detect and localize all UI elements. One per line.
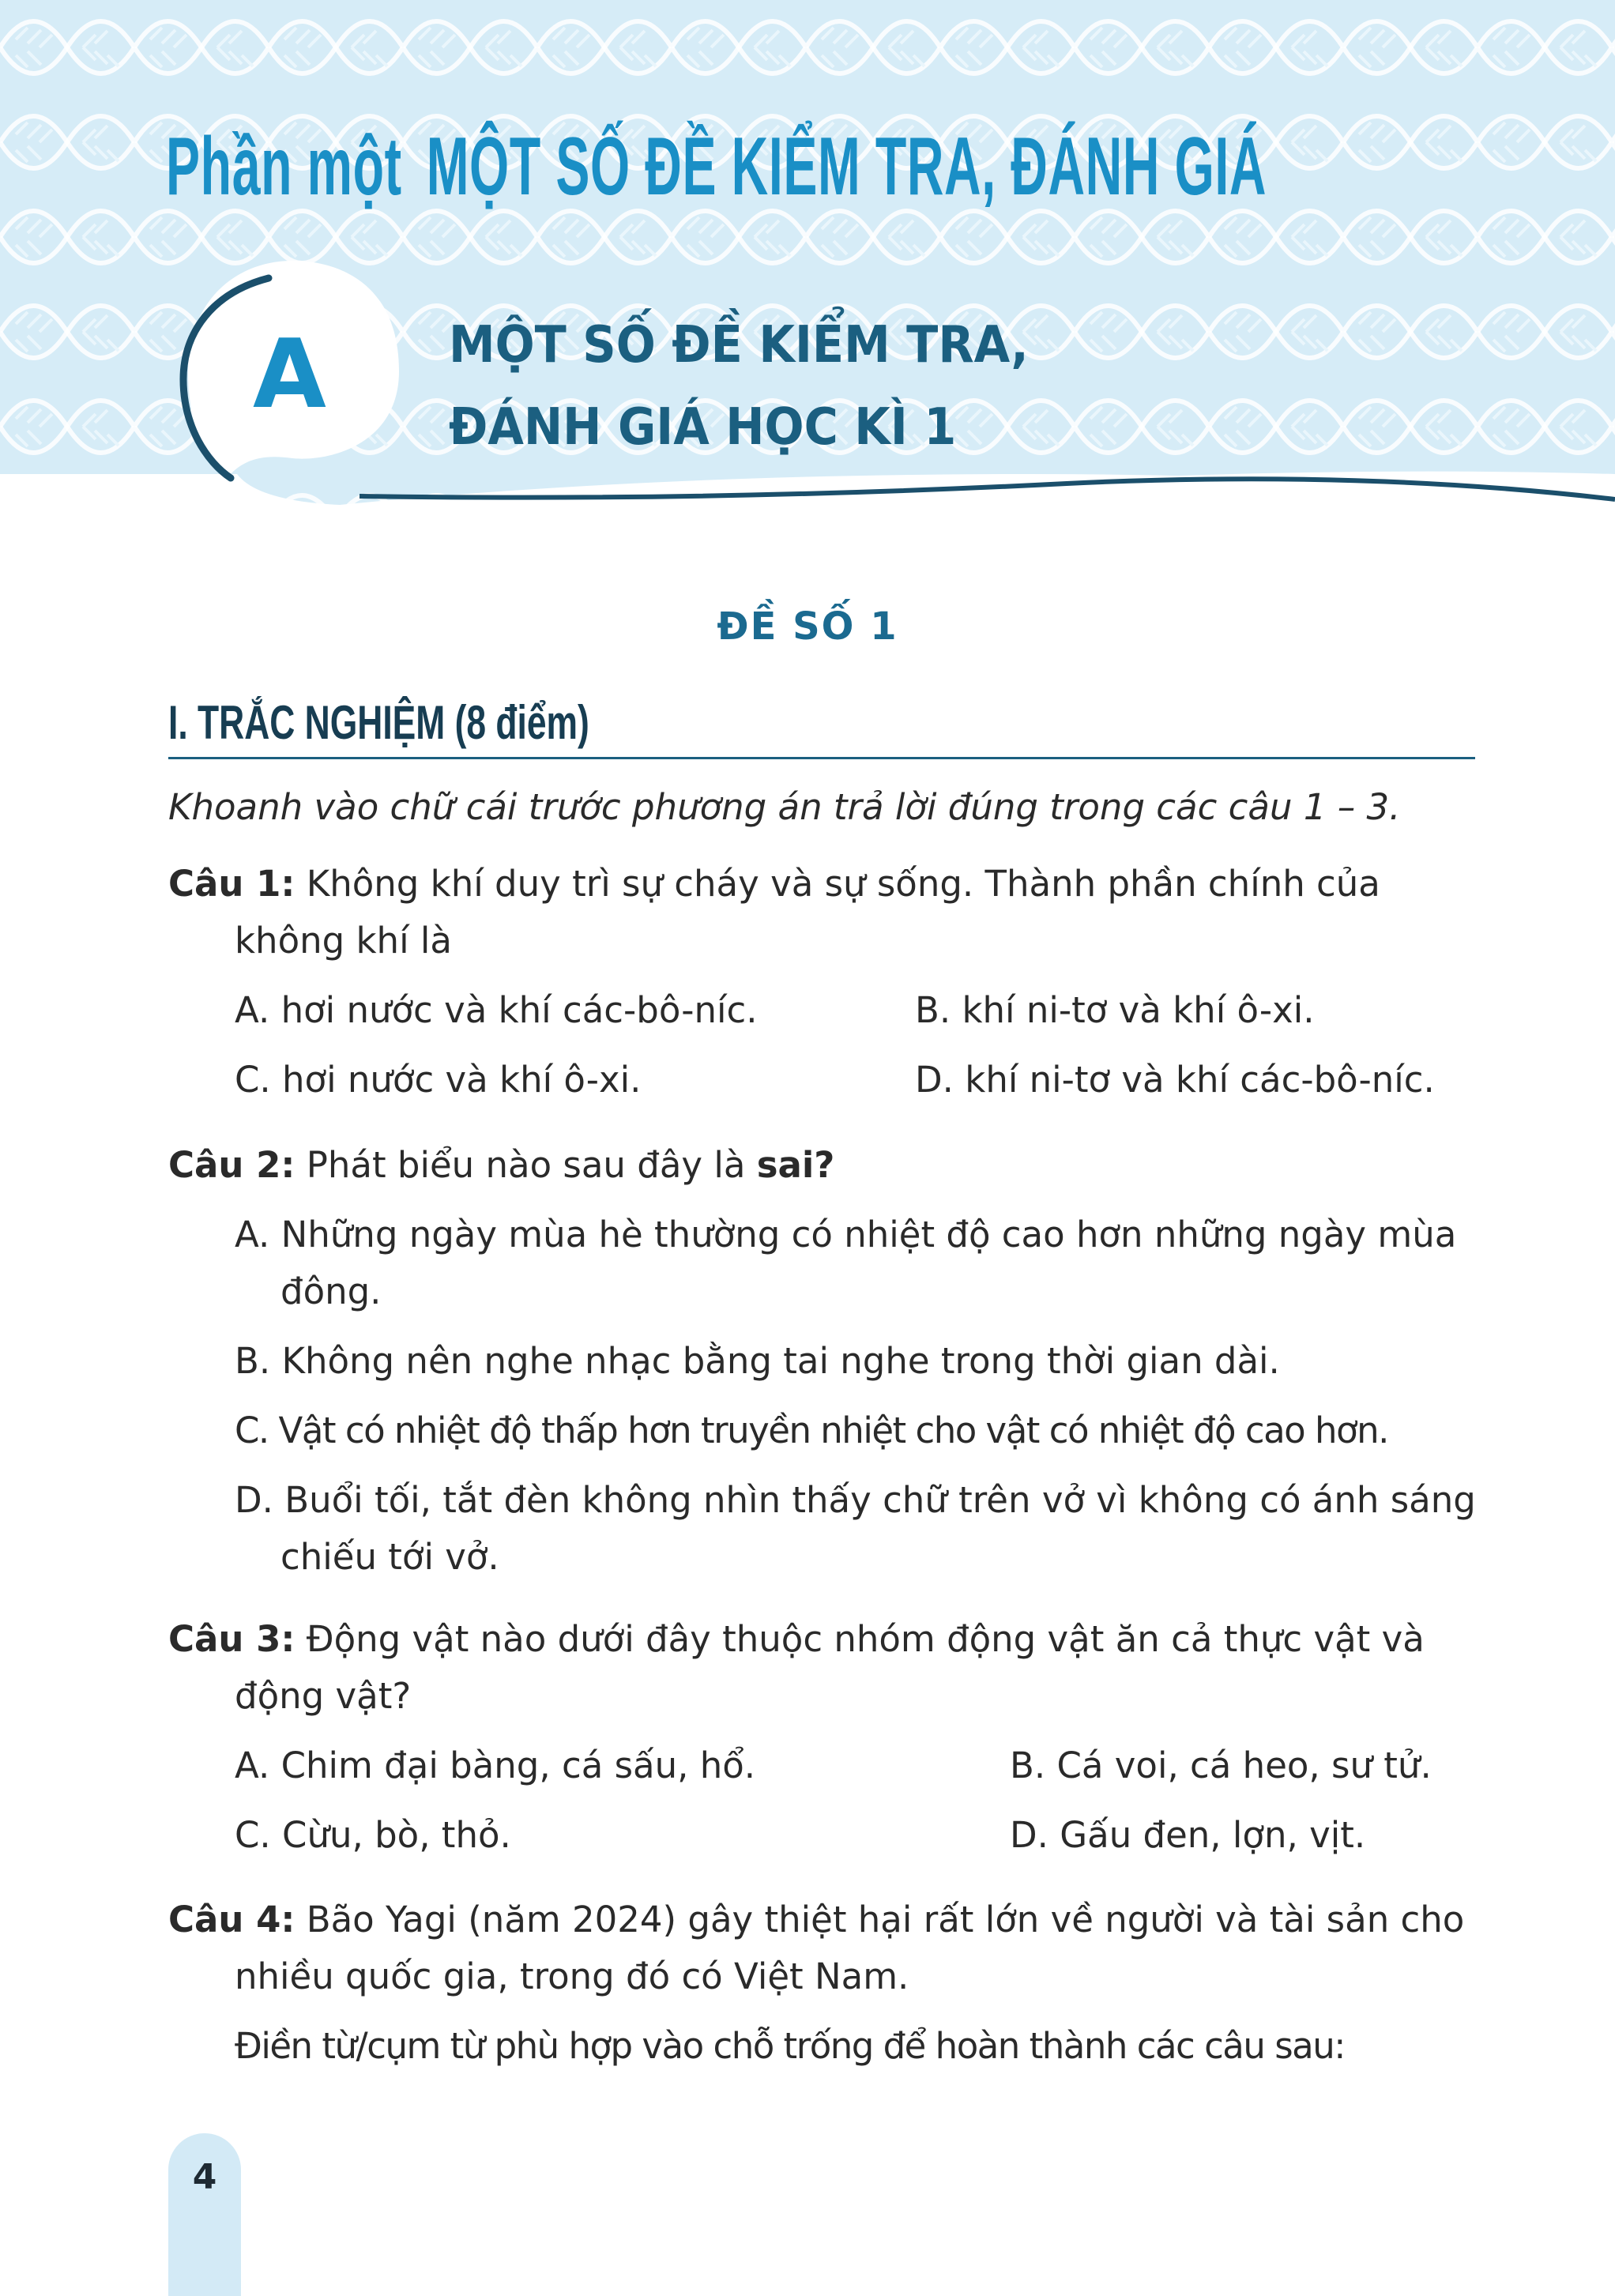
options xyxy=(168,1206,1476,1586)
part-title xyxy=(166,120,1267,214)
option-a[interactable]: A. Những ngày mùa hè thường có nhiệt độ cao hơn những ngày mùa đông. xyxy=(235,1214,1457,1312)
question-2 xyxy=(168,1137,1476,1598)
section-title-line2: ĐÁNH GIÁ HỌC KÌ 1 xyxy=(449,398,957,457)
question-stem xyxy=(168,1891,1476,2005)
question-label: Câu 4: xyxy=(168,1899,296,1940)
question-4 xyxy=(168,1891,1476,2075)
option-c[interactable]: C. Cừu, bò, thỏ. xyxy=(235,1814,511,1856)
options xyxy=(168,982,1476,1121)
section-title-line1: MỘT SỐ ĐỀ KIỂM TRA, xyxy=(449,316,1029,375)
question-label: Câu 1: xyxy=(168,863,296,905)
question-subtext: Điền từ/cụm từ phù hợp vào chỗ trống để hoàn thành các câu sau: xyxy=(235,2025,1345,2067)
option-d[interactable]: D. Buổi tối, tắt đèn không nhìn thấy chữ trên vở vì không có ánh sáng chiếu tới vở. xyxy=(235,1479,1476,1578)
option-c[interactable]: C. Vật có nhiệt độ thấp hơn truyền nhiệt cho vật có nhiệt độ cao hơn. xyxy=(235,1410,1388,1451)
exam-title: ĐỀ SỐ 1 xyxy=(717,604,898,649)
question-text: Động vật nào dưới đây thuộc nhóm động vật ăn cả thực vật và động vật? xyxy=(235,1618,1425,1717)
option-d[interactable]: D. Gấu đen, lợn, vịt. xyxy=(1010,1814,1366,1856)
question-stem xyxy=(168,1137,1476,1194)
options xyxy=(168,1737,1476,1876)
page-number: 4 xyxy=(192,2157,217,2197)
part-label: Phần một xyxy=(166,121,402,213)
section-divider xyxy=(168,757,1475,759)
question-text: Phát biểu nào sau đây là xyxy=(306,1144,746,1186)
section-title xyxy=(449,304,1029,469)
option-a[interactable]: A. Chim đại bàng, cá sấu, hổ. xyxy=(235,1745,756,1786)
question-label: Câu 3: xyxy=(168,1618,296,1660)
option-b[interactable]: B. Không nên nghe nhạc bằng tai nghe trong thời gian dài. xyxy=(235,1340,1280,1382)
option-c[interactable]: C. hơi nước và khí ô-xi. xyxy=(235,1059,642,1101)
option-b[interactable]: B. Cá voi, cá heo, sư tử. xyxy=(1010,1745,1432,1786)
section-heading: I. TRẮC NGHIỆM (8 điểm) xyxy=(168,696,589,749)
question-1 xyxy=(168,856,1476,1121)
option-a[interactable]: A. hơi nước và khí các-bô-níc. xyxy=(235,989,758,1031)
question-text: Bão Yagi (năm 2024) gây thiệt hại rất lớn về người và tài sản cho nhiều quốc gia, trong đó có Việt Nam. xyxy=(235,1899,1465,1997)
question-stem xyxy=(168,1611,1476,1725)
section-letter-badge: A xyxy=(253,320,326,430)
option-d[interactable]: D. khí ni-tơ và khí các-bô-níc. xyxy=(915,1059,1435,1101)
option-b[interactable]: B. khí ni-tơ và khí ô-xi. xyxy=(915,989,1315,1031)
instruction-text: Khoanh vào chữ cái trước phương án trả lời đúng trong các câu 1 – 3. xyxy=(168,786,1401,828)
question-emphasis: sai? xyxy=(756,1144,835,1186)
part-title-text: MỘT SỐ ĐỀ KIỂM TRA, ĐÁNH GIÁ xyxy=(426,121,1267,213)
question-3 xyxy=(168,1611,1476,1876)
question-label: Câu 2: xyxy=(168,1144,296,1186)
question-stem xyxy=(168,856,1476,969)
question-text: Không khí duy trì sự cháy và sự sống. Thành phần chính của không khí là xyxy=(235,863,1380,962)
